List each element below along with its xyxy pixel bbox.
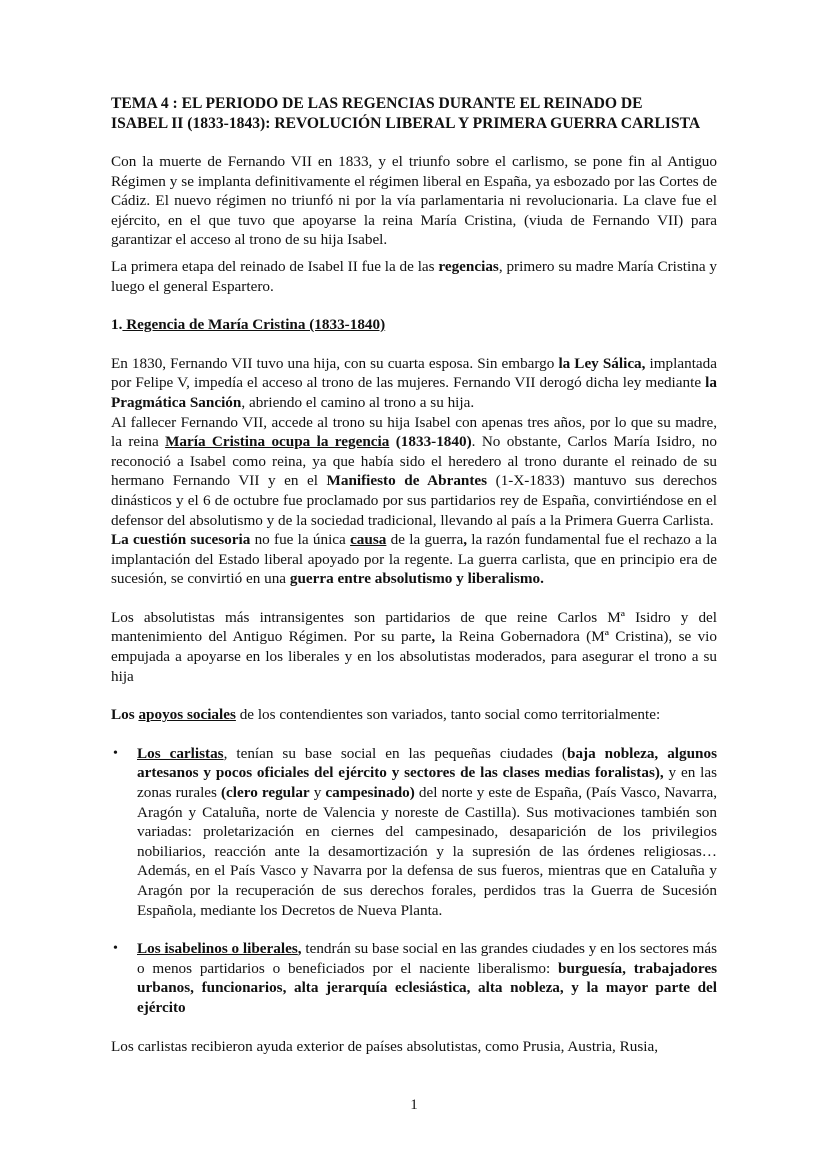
foreign-aid-paragraph: Los carlistas recibieron ayuda exterior de países absolutistas, como Prusia, Austria, Rusia, — [111, 1037, 659, 1055]
text: la razón fundamental fue el rechazo a la implantación del Estado liberal apoyado por la regente. La guerra carlista, que en principio era de sucesión, se convirtió en una — [111, 531, 717, 588]
absolutists-paragraph — [111, 608, 717, 686]
title-line-2: ISABEL II (1833-1843): REVOLUCIÓN LIBERAL Y PRIMERA GUERRA CARLISTA — [111, 114, 701, 132]
section-title: Regencia de María Cristina (1833-1840) — [122, 316, 386, 334]
bold-underlined-term: Los carlistas — [137, 744, 224, 762]
text: y — [309, 784, 326, 802]
document-title — [111, 94, 717, 133]
text: Al fallecer Fernando VII, accede al trono su hija Isabel con apenas tres años, por lo que su madre, la reina — [111, 413, 717, 451]
bold-term: , — [431, 628, 436, 646]
intro-paragraph: Con la muerte de Fernando VII en 1833, y el triunfo sobre el carlismo, se pone fin al Antiguo Régimen y se implanta definitivamente el régimen liberal en España, ya esbozado por las Cortes de Cádiz. El nuevo régimen no triunfó ni por la vía parlamentaria ni revolucionaria. La clave fue el ejército, en el que tuvo que apoyarse la reina María Cristina, (viuda de Fernando VII) para garantizar el acceso al trono de su hija Isabel. — [111, 153, 717, 249]
text: del norte y este de España, (País Vasco, Navarra, Aragón y Cataluña, norte de Valencia y noreste de Castilla). Sus motivaciones también son variadas: proletarización en ciernes del campesinado, desaparición de los privilegios nobiliarios, reacción ante la desamortización y la supresión de las órdenes religiosas… Además, en el País Vasco y Navarra por la defensa de sus fueros, mientras que en Cataluña y Aragón por la recuperación de sus derechos forales, perdidos tras la Guerra de Sucesión Española, mediante los Decretos de Nueva Planta. — [137, 784, 718, 919]
text: tendrán su base social en las grandes ciudades y en los sectores más o menos partidarios o beneficiados por el naciente liberalismo: — [137, 940, 717, 977]
regency-paragraph — [111, 413, 717, 531]
list-item-liberals — [111, 939, 717, 1017]
bold-term: la Pragmática Sanción — [111, 374, 717, 411]
text: , primero su madre María Cristina y luego el general Espartero. — [111, 257, 717, 295]
bold-term: , — [463, 531, 468, 549]
list-item-carlists — [111, 744, 717, 920]
text: Los absolutistas más intransigentes son partidarios de que reine Carlos Mª Isidro y del mantenimiento del Antiguo Régimen. Por su parte — [111, 608, 717, 646]
bold-term: Los — [111, 706, 139, 724]
salic-law-paragraph — [111, 354, 717, 413]
bold-term: guerra entre absolutismo y liberalismo. — [289, 570, 544, 588]
social-support-paragraph — [111, 705, 717, 725]
regencies-paragraph — [111, 257, 717, 296]
text: y en las zonas rurales — [137, 764, 717, 802]
text: no fue la única — [250, 531, 351, 549]
bold-term: , — [297, 940, 302, 958]
text: implantada por Felipe V, impedía el acceso al trono de las mujeres. Fernando VII derogó dicha ley mediante — [111, 354, 717, 392]
bold-term: (clero regular — [221, 784, 310, 802]
causes-paragraph — [111, 530, 717, 589]
bold-term: baja nobleza, algunos artesanos y pocos oficiales del ejército y sectores de las clases medias foralistas), — [137, 744, 718, 782]
text: de los contendientes son variados, tanto social como territorialmente: — [235, 706, 661, 724]
text: , abriendo el camino al trono a su hija. — [241, 393, 475, 411]
bold-term: campesinado) — [325, 784, 415, 802]
bold-underlined-term: Los isabelinos o liberales — [137, 940, 298, 958]
text: . No obstante, Carlos María Isidro, no reconoció a Isabel como reina, ya que había sido el heredero al trono durante el reinado de su hermano Fernando VII y en el — [111, 433, 717, 490]
bold-underlined-term: causa — [350, 531, 387, 549]
text: la Reina Gobernadora (Mª Cristina), se vio empujada a apoyarse en los liberales y en los absolutistas moderados, para asegurar el trono a su hija — [111, 628, 717, 685]
section-heading — [111, 315, 717, 335]
text: En 1830, Fernando VII tuvo una hija, con su cuarta esposa. Sin embargo — [111, 354, 559, 372]
supporters-list — [111, 744, 717, 1018]
bold-term: (1833-1840) — [389, 433, 472, 451]
text: La primera etapa del reinado de Isabel II fue la de las — [111, 257, 439, 275]
document-page — [111, 94, 717, 1056]
text: de la guerra — [386, 531, 464, 549]
bold-term: la Ley Sálica, — [558, 354, 646, 372]
bold-term: burguesía, trabajadores urbanos, funcionarios, alta jerarquía eclesiástica, alta nobleza, y la mayor parte del ejército — [137, 959, 717, 1016]
section-number: 1. — [111, 316, 123, 334]
text: , tenían su base social en las pequeñas ciudades ( — [223, 744, 567, 762]
bullet-icon: • — [113, 941, 118, 957]
text: (1-X-1833) mantuvo sus derechos dinásticos y el 6 de octubre fue proclamado por sus partidarios rey de España, convirtiéndose en el defensor del absolutismo y de la sociedad tradicional, llevando al país a la Primera Guerra Carlista. — [111, 472, 717, 529]
title-line-1: TEMA 4 : EL PERIODO DE LAS REGENCIAS DURANTE EL REINADO DE — [111, 95, 643, 112]
bold-underlined-term: María Cristina ocupa la regencia — [165, 433, 390, 451]
bullet-icon: • — [113, 745, 118, 761]
bold-term: Manifiesto de Abrantes — [326, 472, 488, 490]
bold-underlined-term: apoyos sociales — [138, 706, 236, 724]
page-number: 1 — [410, 1097, 418, 1113]
bold-term: La cuestión sucesoria — [111, 531, 251, 549]
bold-term: regencias — [438, 257, 499, 275]
